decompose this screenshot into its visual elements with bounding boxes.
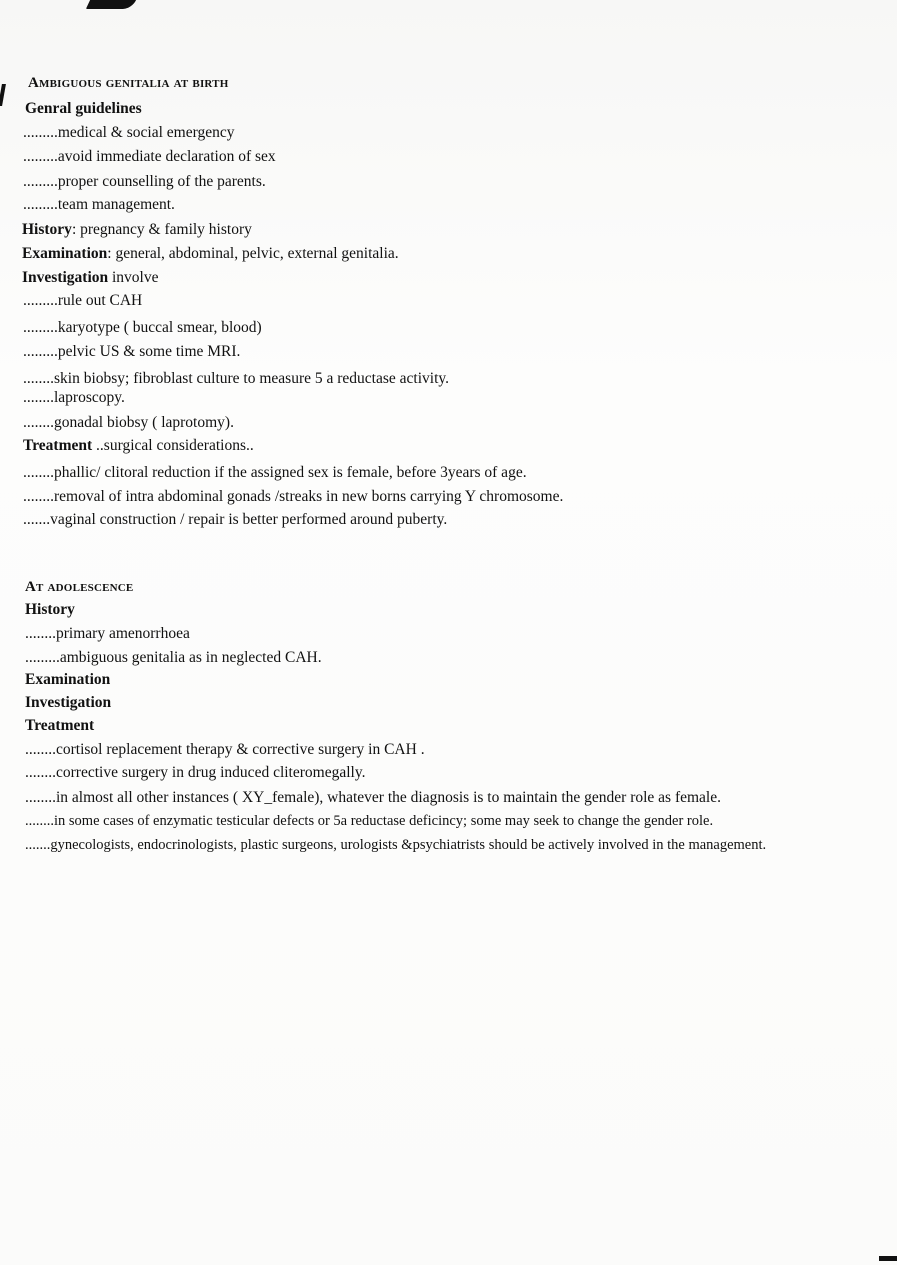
adolescence-treatment-item: ........cortisol replacement therapy & corrective surgery in CAH . — [25, 741, 425, 758]
adolescence-treatment-heading: Treatment — [25, 717, 95, 734]
investigation-item: ........gonadal biobsy ( laprotomy). — [23, 414, 234, 431]
examination-label: Examination — [22, 245, 108, 262]
investigation-line — [22, 269, 159, 287]
treatment-label: Treatment — [23, 437, 93, 454]
examination-text: : general, abdominal, pelvic, external genitalia. — [107, 245, 399, 262]
investigation-text: involve — [108, 269, 159, 286]
guideline-item: .........avoid immediate declaration of sex — [23, 148, 276, 165]
investigation-item: .........rule out CAH — [23, 292, 143, 309]
history-item: ........primary amenorrhoea — [25, 625, 190, 642]
adolescence-treatment-item: ........in almost all other instances ( XY_female), whatever the diagnosis is to maintain the gender role as female. — [25, 789, 721, 806]
treatment-item: ........removal of intra abdominal gonads /streaks in new borns carrying Y chromosome. — [23, 488, 564, 505]
investigation-item: ........skin biobsy; fibroblast culture to measure 5 a reductase activity. — [23, 370, 449, 387]
history-item: .........ambiguous genitalia as in neglected CAH. — [25, 649, 322, 666]
adolescence-history-heading: History — [25, 601, 75, 618]
guideline-item: .........medical & social emergency — [23, 124, 235, 141]
treatment-text: ..surgical considerations.. — [92, 437, 254, 454]
guidelines-heading: Genral guidelines — [25, 100, 142, 117]
investigation-item: .........pelvic US & some time MRI. — [23, 343, 241, 360]
scan-artifact-bottom-right — [879, 1256, 897, 1261]
history-text: : pregnancy & family history — [71, 221, 252, 238]
adolescence-examination-heading: Examination — [25, 671, 111, 688]
scan-artifact-top — [86, 0, 136, 9]
treatment-line — [23, 437, 254, 455]
treatment-item: ........phallic/ clitoral reduction if the assigned sex is female, before 3years of age. — [23, 464, 527, 481]
investigation-item: ........laproscopy. — [23, 389, 125, 406]
adolescence-treatment-item: ........in some cases of enzymatic testicular defects or 5a reductase deficincy; some may seek to change the gender role. — [25, 813, 714, 829]
examination-line — [22, 245, 399, 263]
adolescence-investigation-heading: Investigation — [25, 694, 112, 711]
adolescence-treatment-item: ........corrective surgery in drug induced cliteromegally. — [25, 764, 366, 781]
section-title-adolescence: At adolescence — [25, 579, 134, 595]
adolescence-treatment-item: .......gynecologists, endocrinologists, plastic surgeons, urologists &psychiatrists should be actively involved in the management. — [25, 837, 767, 853]
investigation-item: .........karyotype ( buccal smear, blood) — [23, 319, 262, 336]
guideline-item: .........team management. — [23, 196, 175, 213]
history-label: History — [22, 221, 72, 238]
guideline-item: .........proper counselling of the parents. — [23, 173, 266, 190]
treatment-item: .......vaginal construction / repair is better performed around puberty. — [23, 511, 448, 528]
history-line — [22, 221, 252, 239]
section-title-birth: Ambiguous genitalia at birth — [28, 75, 229, 91]
investigation-label: Investigation — [22, 269, 109, 286]
scan-artifact-left — [0, 84, 6, 106]
